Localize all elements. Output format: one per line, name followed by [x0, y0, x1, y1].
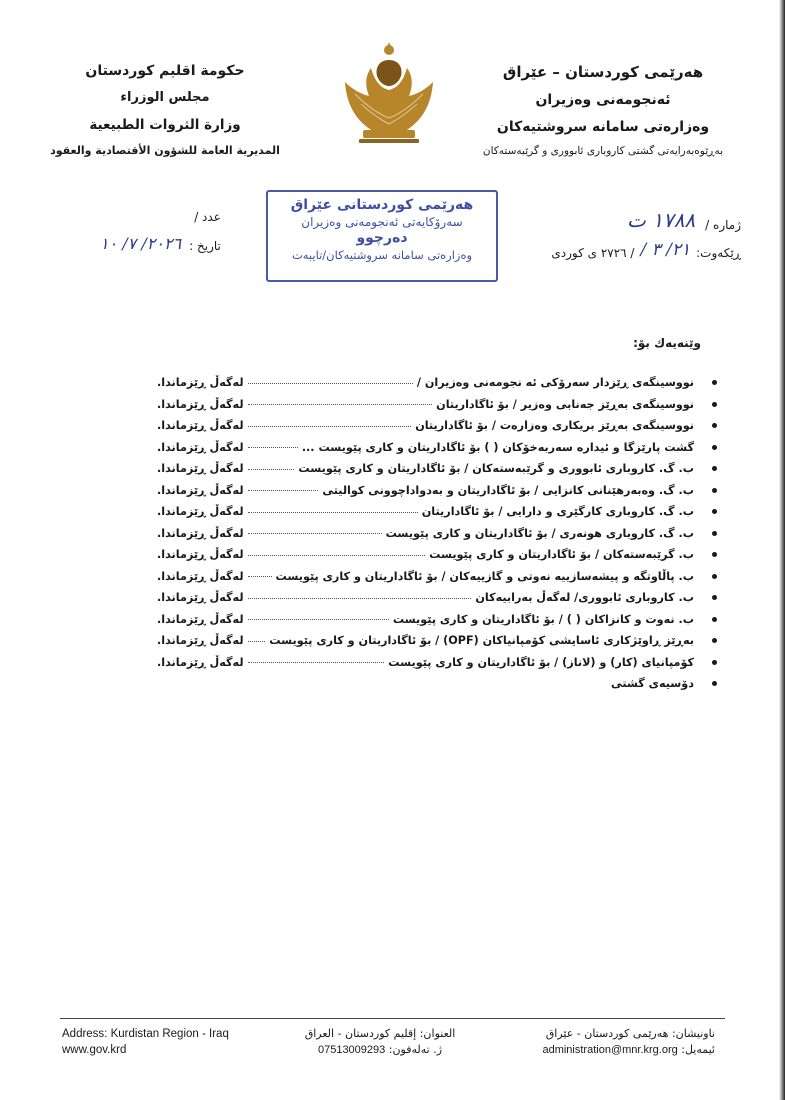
regards-text: لەگەڵ ڕێزماندا.	[157, 376, 244, 389]
footer-phone-label: ژ. تەلەفون:	[388, 1043, 443, 1056]
recipient-text: ب. گ. کاروباری ئابووری و گرێبەستەکان / بۆ ئاگاداریتان و کاری پێویست	[298, 462, 694, 475]
recipient-text: نووسینگەی بەڕێز بریکاری وەزارەت / بۆ ئاگاداریتان	[415, 419, 694, 432]
recipient-item	[157, 394, 717, 416]
bullet-icon	[712, 466, 717, 471]
stamp-ministry: وەزارەتی سامانە سروشتیەکان/تایبەت	[291, 248, 473, 262]
regards-text: لەگەڵ ڕێزماندا.	[157, 548, 244, 561]
footer-arabic	[300, 1026, 460, 1058]
dotted-leader	[248, 377, 413, 384]
number-handwritten: ١٧٨٨ ت	[627, 208, 696, 232]
date-kurdish-year: / ٢٧٢٦ ی کوردی	[551, 246, 635, 260]
recipient-text: ب. کاروباری ئابووری/ لەگەڵ بەرابیەکان	[475, 591, 694, 604]
header-arabic	[50, 58, 280, 157]
recipient-item	[157, 566, 717, 588]
number-label: ژمارە /	[705, 218, 741, 232]
dotted-leader	[248, 656, 385, 663]
dotted-leader	[248, 570, 272, 577]
dotted-leader	[248, 527, 382, 534]
header-kurdish-region: هەرێمی کوردستان – عێراق	[502, 63, 704, 81]
recipient-item	[157, 673, 717, 695]
regards-text: لەگەڵ ڕێزماندا.	[157, 483, 244, 497]
bullet-icon	[712, 423, 717, 428]
regards-text: لەگەڵ ڕێزماندا.	[157, 440, 244, 454]
bullet-icon	[712, 552, 717, 557]
regards-text: لەگەڵ ڕێزماندا.	[157, 505, 244, 518]
footer-divider	[60, 1018, 725, 1019]
regards-text: لەگەڵ ڕێزماندا.	[157, 655, 244, 669]
arabic-date-label: تاريخ :	[189, 239, 221, 253]
stamp-region: هەرێمی کوردستانی عێراق	[290, 197, 474, 213]
recipient-text: ب. گرێبەستەکان / بۆ ئاگاداریتان و کاری پێویست	[429, 548, 694, 561]
stamp-presidency: سەرۆکایەتی ئەنجومەنی وەزیران	[301, 215, 463, 229]
bullet-icon	[712, 380, 717, 385]
recipient-item	[157, 544, 717, 566]
date-handwritten: ٢١/ ٣ /	[640, 240, 691, 260]
bullet-icon	[712, 445, 717, 450]
header-arabic-government: حكومة اقليم كوردستان	[85, 63, 245, 79]
footer-kurdish-address: ناونیشان: هەرێمی کوردستان - عێراق	[545, 1027, 715, 1040]
header-arabic-council: مجلس الوزراء	[120, 90, 210, 105]
dotted-leader	[248, 398, 433, 405]
bullet-icon	[712, 681, 717, 686]
bullet-icon	[712, 509, 717, 514]
header-kurdish-council: ئەنجومەنی وەزیران	[535, 92, 671, 108]
recipient-text: نووسینگەی ڕێزدار سەرۆکی ئه نجومەنی وەزیران /	[416, 376, 694, 389]
regards-text: لەگەڵ ڕێزماندا.	[157, 526, 244, 540]
footer-english-address: Address: Kurdistan Region - Iraq	[62, 1028, 229, 1040]
header-kurdish	[463, 58, 743, 157]
arabic-number-label: عدد /	[194, 210, 221, 224]
bullet-icon	[712, 595, 717, 600]
arabic-date-handwritten: ٢٠٢٦/ ٧/ ١٠	[100, 234, 182, 253]
copy-to-heading: وێنەیەك بۆ:	[633, 336, 701, 350]
footer-phone: 07513009293	[317, 1044, 386, 1056]
bullet-icon	[712, 574, 717, 579]
bullet-icon	[712, 638, 717, 643]
regards-text: لەگەڵ ڕێزماندا.	[157, 462, 244, 475]
regards-text: لەگەڵ ڕێزماندا.	[157, 569, 244, 583]
dotted-leader	[248, 613, 389, 620]
regards-text: لەگەڵ ڕێزماندا.	[157, 591, 244, 604]
recipient-text: نووسینگەی بەڕێز جەنابی وەزیر / بۆ ئاگاداریتان	[436, 397, 694, 411]
footer-arabic-address: العنوان: إقليم كوردستان - العراق	[304, 1027, 456, 1040]
stamp-outgoing: دەرچوو	[356, 230, 408, 246]
reference-arabic	[100, 210, 221, 263]
recipient-item	[157, 501, 717, 523]
regards-text: لەگەڵ ڕێزماندا.	[157, 397, 244, 411]
recipient-item	[157, 652, 717, 674]
recipient-item	[157, 523, 717, 545]
official-stamp	[266, 190, 498, 282]
dotted-leader	[248, 506, 418, 513]
recipient-text: بەڕێز ڕاوێژکاری ئاسایشی کۆمپانیاکان (OPF) / بۆ ئاگاداریتان و کاری پێویست	[269, 634, 694, 647]
regards-text: لەگەڵ ڕێزماندا.	[157, 419, 244, 432]
footer-email: administration@mnr.krg.org	[542, 1044, 678, 1056]
recipient-text: گشت پارێزگا و ئیدارە سەربەخۆکان ( ) بۆ ئاگاداریتان و کاری پێویست ...	[301, 440, 694, 454]
dotted-leader	[248, 549, 426, 556]
header-kurdish-ministry: وەزارەتی سامانە سروشتیەکان	[496, 119, 710, 135]
dotted-leader	[248, 420, 412, 427]
recipient-text: ب. گ. کاروباری کارگێری و دارایی / بۆ ئاگاداریتان	[421, 505, 694, 518]
recipient-item	[157, 437, 717, 459]
regards-text: لەگەڵ ڕێزماندا.	[157, 634, 244, 647]
recipient-text: کۆمپانیای (کار) و (لاناز) / بۆ ئاگاداریتان و کاری پێویست	[388, 655, 694, 669]
recipient-item	[157, 587, 717, 609]
header-arabic-ministry: وزارة الثروات الطبيعية	[89, 117, 241, 133]
regards-text: لەگەڵ ڕێزماندا.	[157, 612, 244, 626]
dotted-leader	[248, 635, 266, 642]
footer-english	[62, 1026, 229, 1058]
recipient-list	[157, 372, 717, 695]
header-kurdish-directorate: بەڕێوەبەرایەتی گشتی کاروباری ئابووری و گرێبەستەکان	[482, 145, 724, 157]
scan-edge-shadow	[779, 0, 785, 1100]
recipient-item	[157, 372, 717, 394]
recipient-item	[157, 609, 717, 631]
recipient-item	[157, 630, 717, 652]
footer-email-label: ئیمەیل:	[681, 1043, 715, 1056]
recipient-item	[157, 480, 717, 502]
reference-kurdish	[551, 208, 741, 268]
recipient-text: ب. گ. کاروباری هونەری / بۆ ئاگاداریتان و کاری پێویست	[385, 526, 694, 540]
bullet-icon	[712, 531, 717, 536]
recipient-text: ب. گ. وەبەرهێنانی کانزایی / بۆ ئاگاداریتان و بەدواداچوونی کوالیتی	[322, 483, 694, 497]
recipient-item	[157, 458, 717, 480]
kurdistan-eagle-emblem-icon	[333, 38, 445, 150]
bullet-icon	[712, 617, 717, 622]
recipient-text: ب. نەوت و کانزاکان ( ) / بۆ ئاگاداریتان و کاری پێویست	[392, 612, 694, 626]
bullet-icon	[712, 402, 717, 407]
header-arabic-directorate: المديرية العامة للشؤون الأقتصادية والعقود	[50, 144, 280, 157]
recipient-text: دۆسیەی گشتی	[611, 677, 694, 690]
footer-website: www.gov.krd	[62, 1044, 127, 1056]
dotted-leader	[248, 484, 319, 491]
bullet-icon	[712, 488, 717, 493]
footer-kurdish	[542, 1026, 715, 1058]
dotted-leader	[248, 463, 295, 470]
bullet-icon	[712, 660, 717, 665]
recipient-text: ب. پاڵاوتگە و پیشەسازییە نەوتی و گازییەکان / بۆ ئاگاداریتان و کاری پێویست	[275, 569, 694, 583]
recipient-item	[157, 415, 717, 437]
dotted-leader	[248, 441, 298, 448]
dotted-leader	[248, 592, 472, 599]
date-label: ڕێکەوت:	[696, 246, 741, 260]
